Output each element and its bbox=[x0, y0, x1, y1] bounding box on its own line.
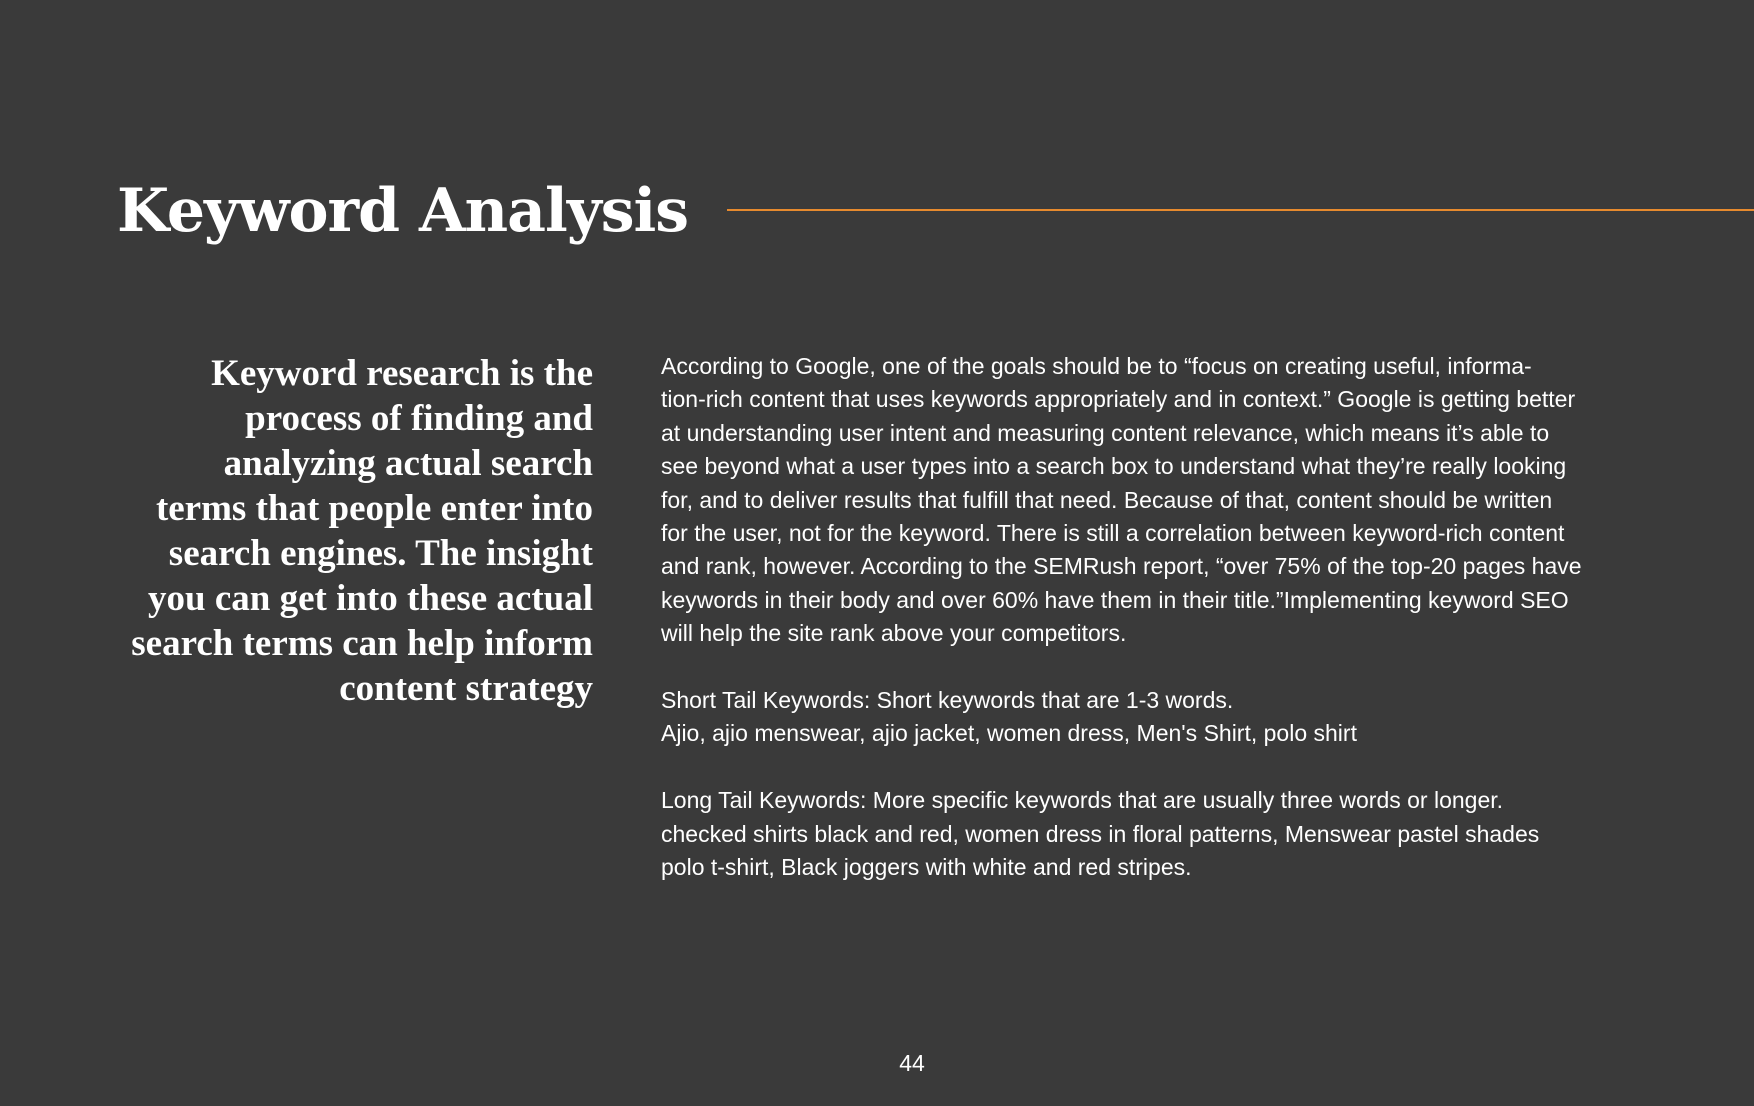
short-tail-paragraph bbox=[661, 684, 1701, 751]
pull-quote-line: process of finding and bbox=[245, 398, 593, 439]
long-tail-definition: Long Tail Keywords: More specific keywords that are usually three words or longer. bbox=[661, 787, 1504, 814]
pull-quote-line: you can get into these actual bbox=[148, 578, 593, 619]
body-line: and rank, however. According to the SEMRush report, “over 75% of the top-20 pages have bbox=[661, 553, 1582, 580]
pull-quote-line: content strategy bbox=[339, 668, 593, 709]
short-tail-examples: Ajio, ajio menswear, ajio jacket, women dress, Men's Shirt, polo shirt bbox=[661, 720, 1357, 747]
pull-quote-line: search engines. The insight bbox=[168, 533, 593, 574]
pull-quote-line: analyzing actual search bbox=[223, 443, 593, 484]
pull-quote-line: terms that people enter into bbox=[155, 488, 593, 529]
long-tail-examples: polo t-shirt, Black joggers with white and red stripes. bbox=[661, 854, 1192, 881]
page-number: 44 bbox=[899, 1050, 925, 1076]
pull-quote-line: search terms can help inform bbox=[131, 623, 593, 664]
short-tail-definition: Short Tail Keywords: Short keywords that are 1-3 words. bbox=[661, 687, 1234, 714]
title-divider-rule bbox=[727, 209, 1754, 211]
body-line: keywords in their body and over 60% have them in their title.”Implementing keyword SEO bbox=[661, 586, 1569, 613]
body-line: will help the site rank above your competitors. bbox=[661, 620, 1127, 647]
long-tail-examples: checked shirts black and red, women dress in floral patterns, Menswear pastel shades bbox=[661, 820, 1540, 847]
intro-paragraph bbox=[661, 350, 1701, 651]
body-line: According to Google, one of the goals should be to “focus on creating useful, informa- bbox=[661, 353, 1532, 379]
body-text bbox=[661, 350, 1701, 884]
body-line: tion-rich content that uses keywords appropriately and in context.” Google is getting better bbox=[661, 386, 1576, 413]
page-title: Keyword Analysis bbox=[117, 176, 689, 246]
pull-quote bbox=[100, 351, 593, 711]
long-tail-paragraph bbox=[661, 784, 1701, 884]
body-line: see beyond what a user types into a search box to understand what they’re really looking bbox=[661, 453, 1567, 480]
body-line: for, and to deliver results that fulfill that need. Because of that, content should be written bbox=[661, 486, 1553, 513]
body-line: for the user, not for the keyword. There is still a correlation between keyword-rich content bbox=[661, 520, 1565, 547]
pull-quote-line: Keyword research is the bbox=[211, 353, 593, 394]
body-line: at understanding user intent and measuring content relevance, which means it’s able to bbox=[661, 419, 1550, 446]
